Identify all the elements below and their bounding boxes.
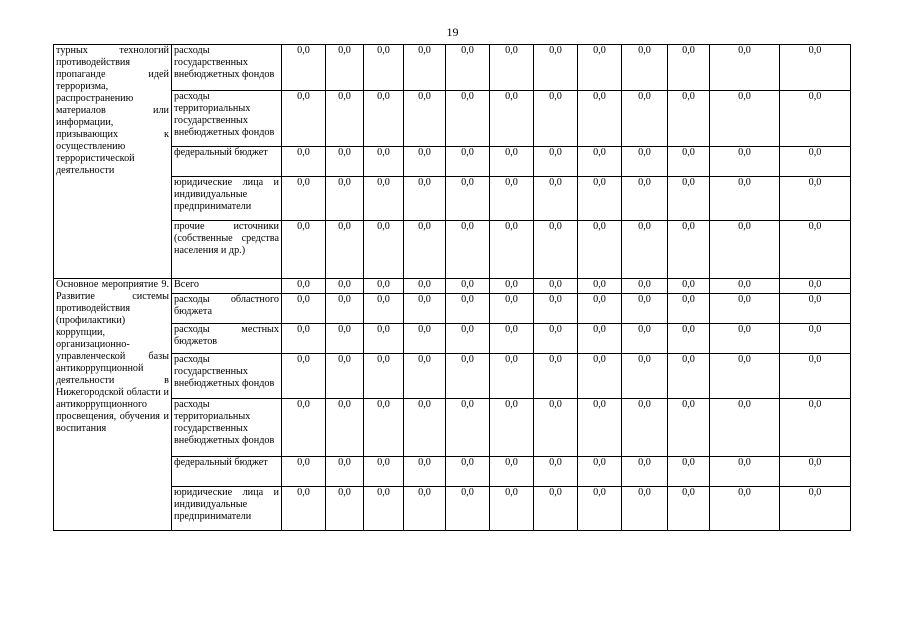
value-cell: 0,0 [622, 221, 668, 279]
value-cell: 0,0 [710, 45, 780, 91]
value-cell: 0,0 [668, 324, 710, 354]
value-cell: 0,0 [490, 147, 534, 177]
funding-source: юридические лица и индивидуальные предприниматели [172, 487, 282, 531]
value-cell: 0,0 [446, 457, 490, 487]
value-cell: 0,0 [490, 457, 534, 487]
value-cell: 0,0 [534, 324, 578, 354]
value-cell: 0,0 [534, 457, 578, 487]
value-cell: 0,0 [534, 354, 578, 399]
value-cell: 0,0 [446, 221, 490, 279]
value-cell: 0,0 [490, 221, 534, 279]
funding-source: расходы государственных внебюджетных фондов [172, 354, 282, 399]
value-cell: 0,0 [622, 487, 668, 531]
value-cell: 0,0 [710, 147, 780, 177]
value-cell: 0,0 [668, 354, 710, 399]
value-cell: 0,0 [404, 399, 446, 457]
value-cell: 0,0 [578, 354, 622, 399]
value-cell: 0,0 [710, 221, 780, 279]
value-cell: 0,0 [404, 294, 446, 324]
value-cell: 0,0 [282, 177, 326, 221]
table-row [54, 457, 851, 487]
value-cell: 0,0 [364, 221, 404, 279]
value-cell: 0,0 [446, 399, 490, 457]
value-cell: 0,0 [404, 354, 446, 399]
table-row [54, 354, 851, 399]
table-row [54, 279, 851, 294]
value-cell: 0,0 [490, 354, 534, 399]
funding-source: расходы государственных внебюджетных фондов [172, 45, 282, 91]
value-cell: 0,0 [326, 177, 364, 221]
value-cell: 0,0 [578, 91, 622, 147]
value-cell: 0,0 [578, 279, 622, 294]
value-cell: 0,0 [282, 221, 326, 279]
value-cell: 0,0 [780, 457, 851, 487]
value-cell: 0,0 [622, 91, 668, 147]
measure-description: турных технологий противодействия пропаганде идей терроризма, распространению материалов или информации, призывающих к осуществлению террористической деятельности [54, 45, 172, 279]
value-cell: 0,0 [780, 177, 851, 221]
value-cell: 0,0 [780, 354, 851, 399]
value-cell: 0,0 [622, 294, 668, 324]
table-row [54, 399, 851, 457]
value-cell: 0,0 [780, 279, 851, 294]
value-cell: 0,0 [534, 45, 578, 91]
value-cell: 0,0 [622, 147, 668, 177]
value-cell: 0,0 [710, 487, 780, 531]
value-cell: 0,0 [490, 324, 534, 354]
value-cell: 0,0 [490, 487, 534, 531]
funding-source: расходы территориальных государственных внебюджетных фондов [172, 399, 282, 457]
value-cell: 0,0 [710, 324, 780, 354]
value-cell: 0,0 [668, 91, 710, 147]
value-cell: 0,0 [326, 294, 364, 324]
value-cell: 0,0 [668, 487, 710, 531]
value-cell: 0,0 [578, 294, 622, 324]
budget-table [53, 44, 851, 531]
value-cell: 0,0 [668, 177, 710, 221]
funding-source: Всего [172, 279, 282, 294]
value-cell: 0,0 [404, 457, 446, 487]
value-cell: 0,0 [446, 177, 490, 221]
value-cell: 0,0 [326, 91, 364, 147]
value-cell: 0,0 [446, 45, 490, 91]
value-cell: 0,0 [404, 324, 446, 354]
value-cell: 0,0 [622, 45, 668, 91]
value-cell: 0,0 [710, 354, 780, 399]
value-cell: 0,0 [780, 324, 851, 354]
table-row [54, 147, 851, 177]
value-cell: 0,0 [780, 487, 851, 531]
value-cell: 0,0 [364, 279, 404, 294]
funding-source: расходы местных бюджетов [172, 324, 282, 354]
value-cell: 0,0 [364, 91, 404, 147]
funding-source: федеральный бюджет [172, 147, 282, 177]
value-cell: 0,0 [282, 279, 326, 294]
value-cell: 0,0 [364, 294, 404, 324]
funding-source: прочие источники (собственные средства населения и др.) [172, 221, 282, 279]
page-number: 19 [446, 25, 459, 39]
value-cell: 0,0 [534, 147, 578, 177]
value-cell: 0,0 [364, 487, 404, 531]
value-cell: 0,0 [780, 147, 851, 177]
value-cell: 0,0 [534, 221, 578, 279]
value-cell: 0,0 [780, 294, 851, 324]
value-cell: 0,0 [578, 324, 622, 354]
value-cell: 0,0 [282, 324, 326, 354]
value-cell: 0,0 [282, 294, 326, 324]
value-cell: 0,0 [364, 324, 404, 354]
measure-description: Основное мероприятие 9. Развитие системы противодействия (профилактики) коррупции, организационно-управленческой базы антикоррупционной деятельности в Нижегородской области и антикоррупционного просвещения, обучения и воспитания [54, 279, 172, 531]
value-cell: 0,0 [364, 457, 404, 487]
value-cell: 0,0 [622, 279, 668, 294]
value-cell: 0,0 [490, 399, 534, 457]
value-cell: 0,0 [668, 457, 710, 487]
value-cell: 0,0 [446, 354, 490, 399]
value-cell: 0,0 [364, 147, 404, 177]
value-cell: 0,0 [404, 45, 446, 91]
table-row [54, 221, 851, 279]
table-row [54, 177, 851, 221]
value-cell: 0,0 [710, 177, 780, 221]
value-cell: 0,0 [668, 221, 710, 279]
value-cell: 0,0 [668, 45, 710, 91]
value-cell: 0,0 [326, 399, 364, 457]
value-cell: 0,0 [446, 279, 490, 294]
value-cell: 0,0 [326, 354, 364, 399]
value-cell: 0,0 [578, 177, 622, 221]
value-cell: 0,0 [668, 147, 710, 177]
value-cell: 0,0 [282, 457, 326, 487]
table-row [54, 324, 851, 354]
value-cell: 0,0 [404, 91, 446, 147]
value-cell: 0,0 [710, 91, 780, 147]
value-cell: 0,0 [326, 45, 364, 91]
value-cell: 0,0 [282, 487, 326, 531]
table-row [54, 294, 851, 324]
value-cell: 0,0 [326, 324, 364, 354]
value-cell: 0,0 [578, 45, 622, 91]
value-cell: 0,0 [404, 279, 446, 294]
value-cell: 0,0 [534, 177, 578, 221]
value-cell: 0,0 [578, 147, 622, 177]
value-cell: 0,0 [534, 487, 578, 531]
value-cell: 0,0 [282, 147, 326, 177]
value-cell: 0,0 [780, 399, 851, 457]
value-cell: 0,0 [326, 147, 364, 177]
value-cell: 0,0 [668, 399, 710, 457]
value-cell: 0,0 [534, 399, 578, 457]
value-cell: 0,0 [578, 457, 622, 487]
value-cell: 0,0 [446, 91, 490, 147]
value-cell: 0,0 [622, 324, 668, 354]
value-cell: 0,0 [534, 91, 578, 147]
value-cell: 0,0 [710, 279, 780, 294]
value-cell: 0,0 [490, 91, 534, 147]
value-cell: 0,0 [326, 457, 364, 487]
funding-source: федеральный бюджет [172, 457, 282, 487]
value-cell: 0,0 [282, 399, 326, 457]
value-cell: 0,0 [578, 399, 622, 457]
value-cell: 0,0 [490, 294, 534, 324]
value-cell: 0,0 [622, 457, 668, 487]
value-cell: 0,0 [534, 294, 578, 324]
value-cell: 0,0 [622, 354, 668, 399]
table-row [54, 45, 851, 91]
value-cell: 0,0 [446, 294, 490, 324]
value-cell: 0,0 [710, 399, 780, 457]
value-cell: 0,0 [780, 221, 851, 279]
funding-source: расходы областного бюджета [172, 294, 282, 324]
value-cell: 0,0 [710, 294, 780, 324]
value-cell: 0,0 [404, 221, 446, 279]
table-row [54, 487, 851, 531]
value-cell: 0,0 [446, 324, 490, 354]
value-cell: 0,0 [364, 177, 404, 221]
value-cell: 0,0 [622, 177, 668, 221]
value-cell: 0,0 [780, 91, 851, 147]
value-cell: 0,0 [668, 294, 710, 324]
value-cell: 0,0 [446, 147, 490, 177]
value-cell: 0,0 [578, 487, 622, 531]
value-cell: 0,0 [446, 487, 490, 531]
value-cell: 0,0 [490, 177, 534, 221]
value-cell: 0,0 [710, 457, 780, 487]
funding-source: расходы территориальных государственных внебюджетных фондов [172, 91, 282, 147]
value-cell: 0,0 [326, 487, 364, 531]
funding-source: юридические лица и индивидуальные предприниматели [172, 177, 282, 221]
value-cell: 0,0 [364, 45, 404, 91]
table-row [54, 91, 851, 147]
value-cell: 0,0 [282, 91, 326, 147]
value-cell: 0,0 [364, 354, 404, 399]
value-cell: 0,0 [534, 279, 578, 294]
value-cell: 0,0 [404, 177, 446, 221]
value-cell: 0,0 [404, 147, 446, 177]
value-cell: 0,0 [490, 279, 534, 294]
value-cell: 0,0 [404, 487, 446, 531]
value-cell: 0,0 [364, 399, 404, 457]
value-cell: 0,0 [578, 221, 622, 279]
value-cell: 0,0 [668, 279, 710, 294]
value-cell: 0,0 [326, 279, 364, 294]
value-cell: 0,0 [282, 354, 326, 399]
value-cell: 0,0 [780, 45, 851, 91]
value-cell: 0,0 [622, 399, 668, 457]
value-cell: 0,0 [490, 45, 534, 91]
value-cell: 0,0 [326, 221, 364, 279]
value-cell: 0,0 [282, 45, 326, 91]
